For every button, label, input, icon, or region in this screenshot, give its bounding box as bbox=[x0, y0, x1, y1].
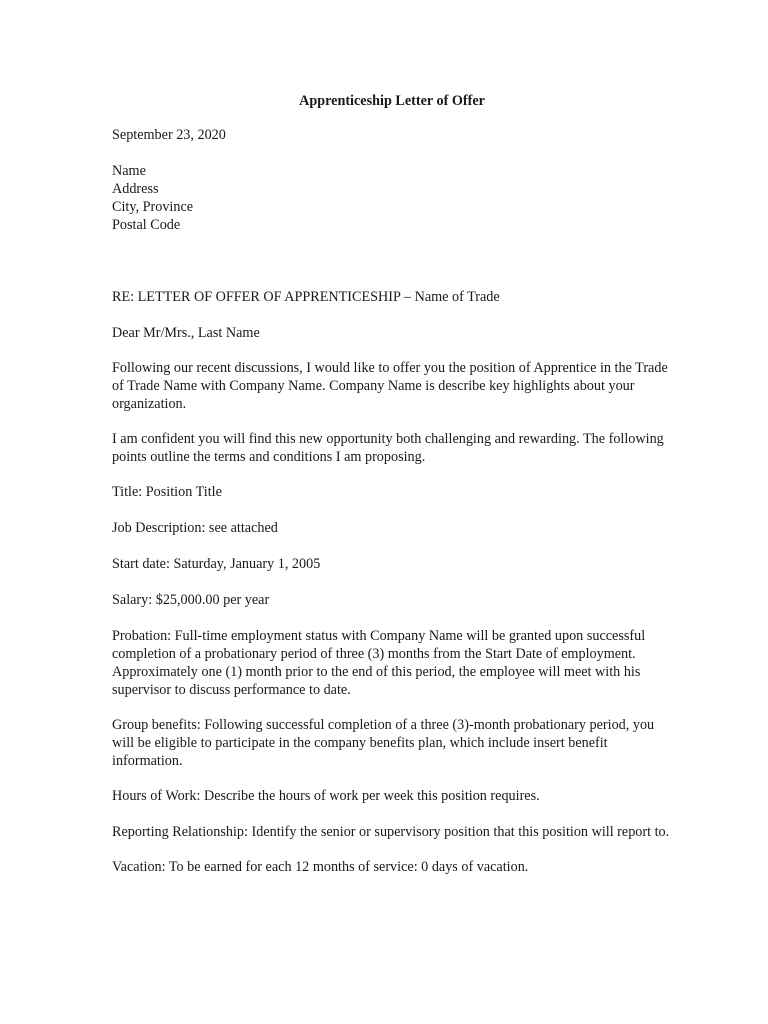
subject-line: RE: LETTER OF OFFER OF APPRENTICESHIP – Name of Trade bbox=[112, 289, 500, 305]
document-title: Apprenticeship Letter of Offer bbox=[299, 93, 485, 109]
reporting-relationship-paragraph: Reporting Relationship: Identify the senior or supervisory position that this position will report to. bbox=[112, 824, 670, 840]
group-benefits-paragraph: Group benefits: Following successful completion of a three (3)-month probationary period, you will be eligible to participate in the company benefits plan, which include insert benefit information. bbox=[112, 717, 655, 769]
title-field: Title: Position Title bbox=[112, 484, 222, 500]
recipient-address bbox=[112, 162, 672, 234]
recipient-name: Name bbox=[112, 163, 146, 179]
salutation: Dear Mr/Mrs., Last Name bbox=[112, 325, 260, 341]
job-description-field: Job Description: see attached bbox=[112, 520, 278, 536]
confidence-paragraph: I am confident you will find this new opportunity both challenging and rewarding. The following points outline the terms and conditions I am proposing. bbox=[112, 431, 664, 465]
recipient-postal: Postal Code bbox=[112, 217, 181, 233]
vacation-field: Vacation: To be earned for each 12 months of service: 0 days of vacation. bbox=[112, 859, 529, 875]
start-date-field: Start date: Saturday, January 1, 2005 bbox=[112, 556, 321, 572]
recipient-city: City, Province bbox=[112, 199, 194, 215]
recipient-street: Address bbox=[112, 181, 159, 197]
letter-date: September 23, 2020 bbox=[112, 127, 226, 143]
salary-field: Salary: $25,000.00 per year bbox=[112, 592, 270, 608]
probation-paragraph: Probation: Full-time employment status with Company Name will be granted upon successful completion of a probationary period of three (3) months from the Start Date of employment. Approximately one (1) month prior to the end of this period, the employee will meet with his supervisor to discuss performance to date. bbox=[112, 628, 646, 698]
intro-paragraph: Following our recent discussions, I would like to offer you the position of Apprentice in the Trade of Trade Name with Company Name. Company Name is describe key highlights about your organization. bbox=[112, 360, 668, 412]
hours-of-work-field: Hours of Work: Describe the hours of work per week this position requires. bbox=[112, 788, 540, 804]
letter-page bbox=[112, 92, 672, 894]
